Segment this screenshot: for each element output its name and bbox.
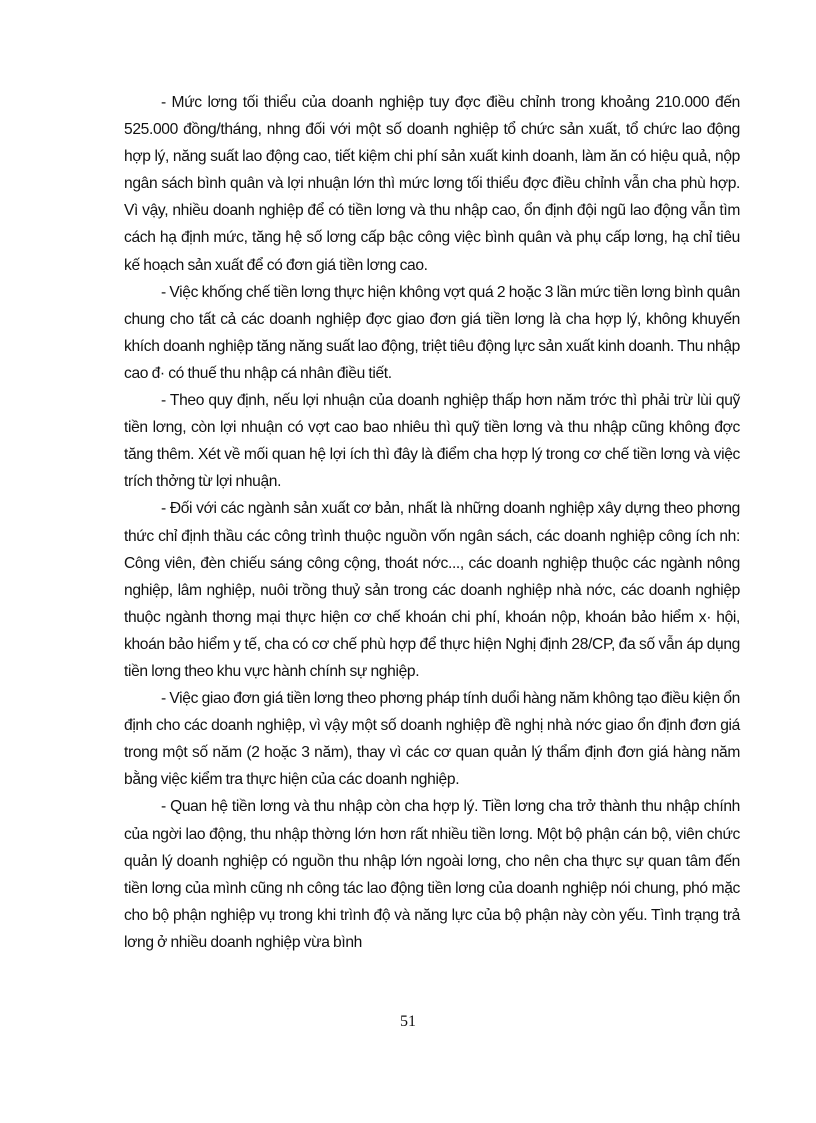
page-number: 51	[400, 1013, 416, 1030]
paragraph-minimum-wage: - Mức lơng tối thiểu của doanh nghiệp tuy đợc điều chỉnh trong khoảng 210.000 đến 525.000 đồng/tháng, nhng đối với một số doanh nghiệp tổ chức sản xuất, tổ chức lao động hợp lý, năng suất lao động cao, tiết kiệm chi phí sản xuất kinh doanh, làm ăn có hiệu quả, nộp ngân sách bình quân và lợi nhuận lớn thì mức lơng tối thiểu đợc điều chỉnh vẫn cha phù hợp. Vì vậy, nhiều doanh nghiệp để có tiền lơng và thu nhập cao, ổn định đội ngũ lao động vẫn tìm cách hạ định mức, tăng hệ số lơng cấp bậc công việc bình quân và phụ cấp lơng, hạ chỉ tiêu kế hoạch sản xuất để có đơn giá tiền lơng cao.	[124, 94, 740, 274]
paragraph-profit-regulation: - Theo quy định, nếu lợi nhuận của doanh nghiệp thấp hơn năm trớc thì phải trừ lùi quỹ tiền lơng, còn lợi nhuận có vợt cao bao nhiêu thì quỹ tiền lơng và thu nhập cũng không đợc tăng thêm. Xét về mối quan hệ lợi ích thì đây là điểm cha hợp lý trong cơ chế tiền lơng và việc trích thởng từ lợi nhuận.	[124, 392, 740, 491]
document-body	[124, 89, 740, 956]
paragraph-wage-cap: - Việc khống chế tiền lơng thực hiện không vợt quá 2 hoặc 3 lần mức tiền lơng bình quân chung cho tất cả các doanh nghiệp đợc giao đơn giá tiền lơng là cha hợp lý, không khuyến khích doanh nghiệp tăng năng suất lao động, triệt tiêu động lực sản xuất kinh doanh. Thu nhập cao đ· có thuế thu nhập cá nhân điều tiết.	[124, 283, 740, 382]
paragraph-unit-price: - Việc giao đơn giá tiền lơng theo phơng pháp tính duổi hàng năm không tạo điều kiện ổn định cho các doanh nghiệp, vì vậy một số doanh nghiệp đề nghị nhà nớc giao ổn định đơn giá trong một số năm (2 hoặc 3 năm), thay vì các cơ quan quản lý thẩm định đơn giá hàng năm bằng việc kiểm tra thực hiện của các doanh nghiệp.	[124, 690, 740, 789]
paragraph-wage-income-relation: - Quan hệ tiền lơng và thu nhập còn cha hợp lý. Tiền lơng cha trở thành thu nhập chính của ngời lao động, thu nhập thờng lớn hơn rất nhiều tiền lơng. Một bộ phận cán bộ, viên chức quản lý doanh nghiệp có nguồn thu nhập lớn ngoài lơng, cho nên cha thực sự quan tâm đến tiền lơng của mình cũng nh công tác lao động tiền lơng của doanh nghiệp nói chung, phó mặc cho bộ phận nghiệp vụ trong khi trình độ và năng lực của bộ phận này còn yếu. Tình trạng trả lơng ở nhiều doanh nghiệp vừa bình	[124, 798, 740, 951]
paragraph-basic-industries: - Đối với các ngành sản xuất cơ bản, nhất là những doanh nghiệp xây dựng theo phơng thức chỉ định thầu các công trình thuộc nguồn vốn ngân sách, các doanh nghiệp công ích nh: Công viên, đèn chiếu sáng công cộng, thoát nớc..., các doanh nghiệp thuộc các ngành nông nghiệp, lâm nghiệp, nuôi trồng thuỷ sản trong các doanh nghiệp nhà nớc, các doanh nghiệp thuộc ngành thơng mại thực hiện cơ chế khoán chi phí, khoán nộp, khoán bảo hiểm x· hội, khoán bảo hiểm y tế, cha có cơ chế phù hợp để thực hiện Nghị định 28/CP, đa số vẫn áp dụng tiền lơng theo khu vực hành chính sự nghiệp.	[124, 500, 740, 680]
